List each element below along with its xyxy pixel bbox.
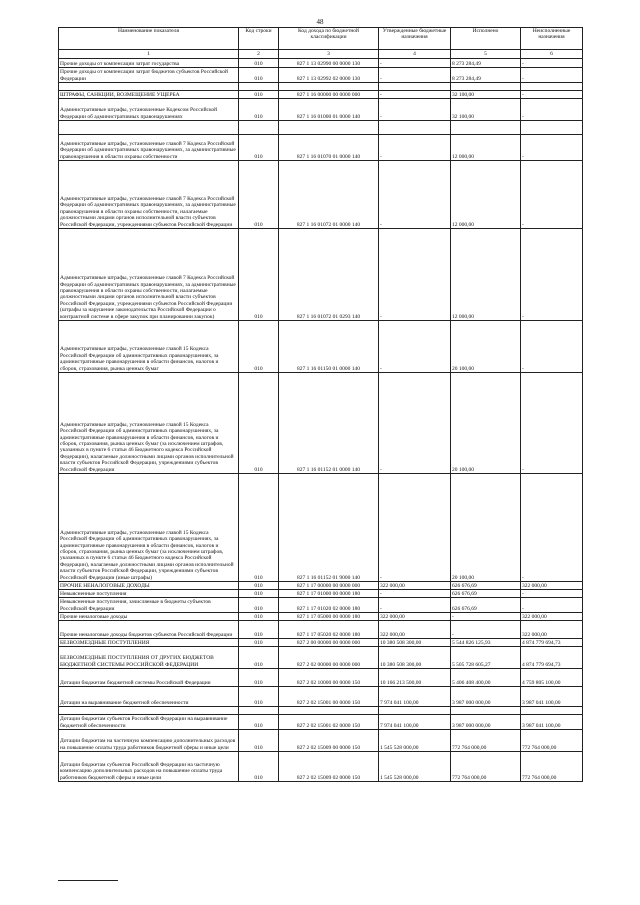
table-row [59,321,583,373]
row-executed: 12 000,00 [451,135,521,161]
row-name: Административные штрафы, установленные главой 7 Кодекса Российской Федерации об административных правонарушениях, за административные правонарушения в области охраны собственности, налагаемые должностными лицами органов исполнительной власти субъектов Российской Федерации, учреждениями субъектов Российской Федерации [59,161,239,229]
table-row [59,687,583,707]
row-approved: - [379,598,451,613]
row-approved: - [379,68,451,83]
row-name: ШТРАФЫ, САНКЦИИ, ВОЗМЕЩЕНИЕ УЩЕРБА [59,91,239,99]
row-line-code: 010 [239,91,279,99]
row-executed: 20 100,00 [451,373,521,474]
row-unexecuted: 322 000,00 [521,613,583,621]
header-line-code: Код строки [239,28,279,50]
row-executed: 12 000,00 [451,229,521,321]
row-approved: 10 166 213 500,00 [379,669,451,687]
row-income-code: 827 1 16 01152 01 0000 140 [279,373,379,474]
row-approved: 1 545 528 000,00 [379,730,451,752]
row-approved: 10 380 508 300,00 [379,639,451,647]
table-row [59,582,583,590]
row-unexecuted: - [521,161,583,229]
row-approved: 322 000,00 [379,621,451,639]
empty-cell [239,83,279,91]
table-row [59,59,583,68]
row-unexecuted: 4 759 805 100,00 [521,669,583,687]
table-row [59,68,583,83]
table-row [59,598,583,613]
row-line-code: 010 [239,229,279,321]
row-approved: 7 974 041 100,00 [379,715,451,730]
row-income-code: 827 1 16 01070 01 0000 140 [279,135,379,161]
row-executed: 8 273 284,49 [451,68,521,83]
row-line-code: 010 [239,647,279,669]
row-line-code: 010 [239,613,279,621]
row-unexecuted: - [521,99,583,121]
row-income-code: 827 2 02 15009 00 0000 150 [279,730,379,752]
row-line-code: 010 [239,730,279,752]
row-line-code: 010 [239,474,279,582]
row-executed: 8 273 284,49 [451,59,521,68]
table-row [59,91,583,99]
row-line-code: 010 [239,59,279,68]
row-name: Административные штрафы, установленные Кодексом Российской Федерации об административных правонарушениях [59,99,239,121]
row-line-code: 010 [239,161,279,229]
row-line-code: 010 [239,68,279,83]
row-unexecuted: 3 987 041 100,00 [521,715,583,730]
empty-cell [521,83,583,91]
row-income-code: 827 1 17 00000 00 0000 000 [279,582,379,590]
row-line-code: 010 [239,669,279,687]
row-unexecuted: 322 000,00 [521,621,583,639]
column-number: 1 [59,50,239,59]
row-approved: - [379,321,451,373]
row-executed: 626 676,69 [451,598,521,613]
empty-cell [59,707,239,715]
row-executed: 3 987 000 000,00 [451,687,521,707]
row-name: Дотации на выравнивание бюджетной обеспеченности [59,687,239,707]
row-unexecuted: - [521,135,583,161]
empty-cell [279,83,379,91]
row-line-code: 010 [239,373,279,474]
row-approved: - [379,229,451,321]
row-income-code: 827 2 00 00000 00 0000 000 [279,639,379,647]
row-income-code: 827 1 16 01072 01 0000 140 [279,161,379,229]
column-number-row [59,50,583,59]
row-executed: - [451,621,521,639]
table-row [59,229,583,321]
table-row [59,669,583,687]
row-line-code: 010 [239,752,279,782]
row-executed: 5 505 728 605,27 [451,647,521,669]
row-line-code: 010 [239,321,279,373]
row-name: ПРОЧИЕ НЕНАЛОГОВЫЕ ДОХОДЫ [59,582,239,590]
row-line-code: 010 [239,590,279,598]
header-income-code: Код дохода по бюджетной классификации [279,28,379,50]
row-executed: 626 676,69 [451,582,521,590]
row-name: Административные штрафы, установленные главой 15 Кодекса Российской Федерации об административных правонарушениях, за административные правонарушения в области финансов, налогов и сборов, страхования, рынка ценных бумаг (за исключением штрафов, указанных в пункте 6 статьи 46 Бюджетного кодекса Российской Федерации), налагаемые должностными лицами органов исполнительной власти субъектов Российской Федерации, учреждениями субъектов Российской Федерации [59,373,239,474]
row-income-code: 827 1 17 05020 02 0000 180 [279,621,379,639]
row-executed: 32 100,00 [451,99,521,121]
row-unexecuted: - [521,598,583,613]
footnote-divider [58,880,118,881]
row-income-code: 827 2 02 15009 02 0000 150 [279,752,379,782]
header-approved: Утвержденные бюджетные назначения [379,28,451,50]
row-name: БЕЗВОЗМЕЗДНЫЕ ПОСТУПЛЕНИЯ ОТ ДРУГИХ БЮДЖЕТОВ БЮДЖЕТНОЙ СИСТЕМЫ РОССИЙСКОЙ ФЕДЕРАЦИИ [59,647,239,669]
empty-cell [239,121,279,135]
row-name: Административные штрафы, установленные главой 7 Кодекса Российской Федерации об административных правонарушениях, за административные правонарушения в области охраны собственности, налагаемые должностными лицами органов исполнительной власти субъектов Российской Федерации, учреждениями субъектов Российской Федерации (штрафы за нарушение законодательства Российской Федерации о контрактной системе в сфере закупок при планировании закупок) [59,229,239,321]
report-body [59,59,583,782]
empty-cell [451,707,521,715]
row-income-code: 827 1 16 01150 01 0000 140 [279,321,379,373]
empty-cell [379,121,451,135]
row-executed: 12 000,00 [451,161,521,229]
empty-cell [59,83,239,91]
row-executed: 772 764 000,00 [451,752,521,782]
row-income-code: 827 1 16 01000 01 0000 140 [279,99,379,121]
row-unexecuted: - [521,590,583,598]
empty-cell [451,121,521,135]
empty-cell [59,121,239,135]
row-unexecuted: 4 874 779 694,73 [521,639,583,647]
column-number: 4 [379,50,451,59]
row-income-code: 827 1 17 01000 00 0000 180 [279,590,379,598]
spacer-row [59,121,583,135]
row-name: Невыясненные поступления, зачисляемые в бюджеты субъектов Российской Федерации [59,598,239,613]
empty-cell [279,121,379,135]
row-unexecuted: - [521,229,583,321]
row-unexecuted: - [521,474,583,582]
row-income-code: 827 1 13 02990 00 0000 130 [279,59,379,68]
empty-cell [451,83,521,91]
income-report-table [58,27,583,782]
row-name: Административные штрафы, установленные главой 15 Кодекса Российской Федерации об административных правонарушениях, за административные правонарушения в области финансов, налогов и сборов, страхования, рынка ценных бумаг [59,321,239,373]
spacer-row [59,83,583,91]
table-row [59,715,583,730]
empty-cell [379,83,451,91]
column-number: 6 [521,50,583,59]
table-row [59,647,583,669]
empty-cell [379,707,451,715]
row-name: Невыясненные поступления [59,590,239,598]
row-unexecuted: 772 764 000,00 [521,752,583,782]
empty-cell [521,121,583,135]
row-line-code: 010 [239,639,279,647]
table-row [59,373,583,474]
row-name: Дотации бюджетам субъектов Российской Федерации на выравнивание бюджетной обеспеченности [59,715,239,730]
row-unexecuted: - [521,321,583,373]
row-approved: 322 000,00 [379,582,451,590]
row-income-code: 827 1 16 01152 01 9000 140 [279,474,379,582]
row-name: БЕЗВОЗМЕЗДНЫЕ ПОСТУПЛЕНИЯ [59,639,239,647]
row-approved: 7 974 041 100,00 [379,687,451,707]
row-name: Прочие доходы от компенсации затрат государства [59,59,239,68]
row-approved: - [379,135,451,161]
row-name: Административные штрафы, установленные главой 15 Кодекса Российской Федерации об административных правонарушениях, за административные правонарушения в области финансов, налогов и сборов, страхования, рынка ценных бумаг (за исключением штрафов, указанных в пункте 6 статьи 46 Бюджетного кодекса Российской Федерации), налагаемые должностными лицами органов исполнительной власти субъектов Российской Федерации, учреждениями субъектов Российской Федерации (иные штрафы) [59,474,239,582]
empty-cell [279,707,379,715]
row-executed: 772 764 000,00 [451,730,521,752]
table-row [59,161,583,229]
header-row [59,28,583,50]
row-line-code: 010 [239,715,279,730]
row-name: Дотации бюджетам бюджетной системы Российской Федерации [59,669,239,687]
row-income-code: 827 1 17 05000 00 0000 180 [279,613,379,621]
table-row [59,99,583,121]
row-income-code: 827 2 02 10000 00 0000 150 [279,669,379,687]
row-unexecuted: - [521,373,583,474]
row-unexecuted: 772 764 000,00 [521,730,583,752]
row-approved: 322 000,00 [379,613,451,621]
row-approved: 10 380 508 300,00 [379,647,451,669]
row-approved: - [379,99,451,121]
column-number: 3 [279,50,379,59]
row-executed: 20 100,00 [451,474,521,582]
header-unexecuted: Неисполненные назначения [521,28,583,50]
row-line-code: 010 [239,687,279,707]
row-income-code: 827 1 13 02992 02 0000 130 [279,68,379,83]
row-name: Административные штрафы, установленные главой 7 Кодекса Российской Федерации об административных правонарушениях, за административные правонарушения в области охраны собственности [59,135,239,161]
row-approved: - [379,373,451,474]
row-line-code: 010 [239,135,279,161]
table-row [59,590,583,598]
table-row [59,135,583,161]
row-executed: 32 100,00 [451,91,521,99]
row-approved: - [379,474,451,582]
column-number: 2 [239,50,279,59]
row-name: Прочие неналоговые доходы [59,613,239,621]
row-executed: 626 676,69 [451,590,521,598]
row-name: Дотации бюджетам субъектов Российской Федерации на частичную компенсацию дополнительных расходов на повышение оплаты труда работников бюджетной сферы и иные цели [59,752,239,782]
row-line-code: 010 [239,99,279,121]
table-row [59,474,583,582]
table-row [59,752,583,782]
row-unexecuted: - [521,91,583,99]
empty-cell [239,707,279,715]
table-row [59,613,583,621]
row-income-code: 827 2 02 15001 00 0000 150 [279,687,379,707]
row-approved: - [379,590,451,598]
row-income-code: 827 1 17 01020 02 0000 180 [279,598,379,613]
row-executed: - [451,613,521,621]
row-unexecuted: 322 000,00 [521,582,583,590]
row-unexecuted: - [521,59,583,68]
row-executed: 5 544 826 125,93 [451,639,521,647]
table-row [59,639,583,647]
header-name: Наименование показателя [59,28,239,50]
row-unexecuted: 4 874 779 694,73 [521,647,583,669]
row-name: Прочие неналоговые доходы бюджетов субъектов Российской Федерации [59,621,239,639]
row-name: Дотации бюджетам на частичную компенсацию дополнительных расходов на повышение оплаты труда работников бюджетной сферы и иные цели [59,730,239,752]
row-approved: - [379,91,451,99]
row-executed: 3 987 000 000,00 [451,715,521,730]
page-number: 48 [316,18,324,26]
row-approved: 1 545 528 000,00 [379,752,451,782]
row-income-code: 827 2 02 00000 00 0000 000 [279,647,379,669]
row-income-code: 827 2 02 15001 02 0000 150 [279,715,379,730]
row-name: Прочие доходы от компенсации затрат бюджетов субъектов Российской Федерации [59,68,239,83]
empty-cell [521,707,583,715]
row-unexecuted: 3 987 041 100,00 [521,687,583,707]
row-income-code: 827 1 16 00000 00 0000 000 [279,91,379,99]
row-approved: - [379,161,451,229]
row-unexecuted: - [521,68,583,83]
table-row [59,730,583,752]
row-line-code: 010 [239,582,279,590]
row-executed: 20 100,00 [451,321,521,373]
row-approved: - [379,59,451,68]
header-executed: Исполнено [451,28,521,50]
row-line-code: 010 [239,621,279,639]
row-executed: 5 406 408 400,00 [451,669,521,687]
spacer-row [59,707,583,715]
row-line-code: 010 [239,598,279,613]
table-row [59,621,583,639]
column-number: 5 [451,50,521,59]
row-income-code: 827 1 16 01072 01 0293 140 [279,229,379,321]
